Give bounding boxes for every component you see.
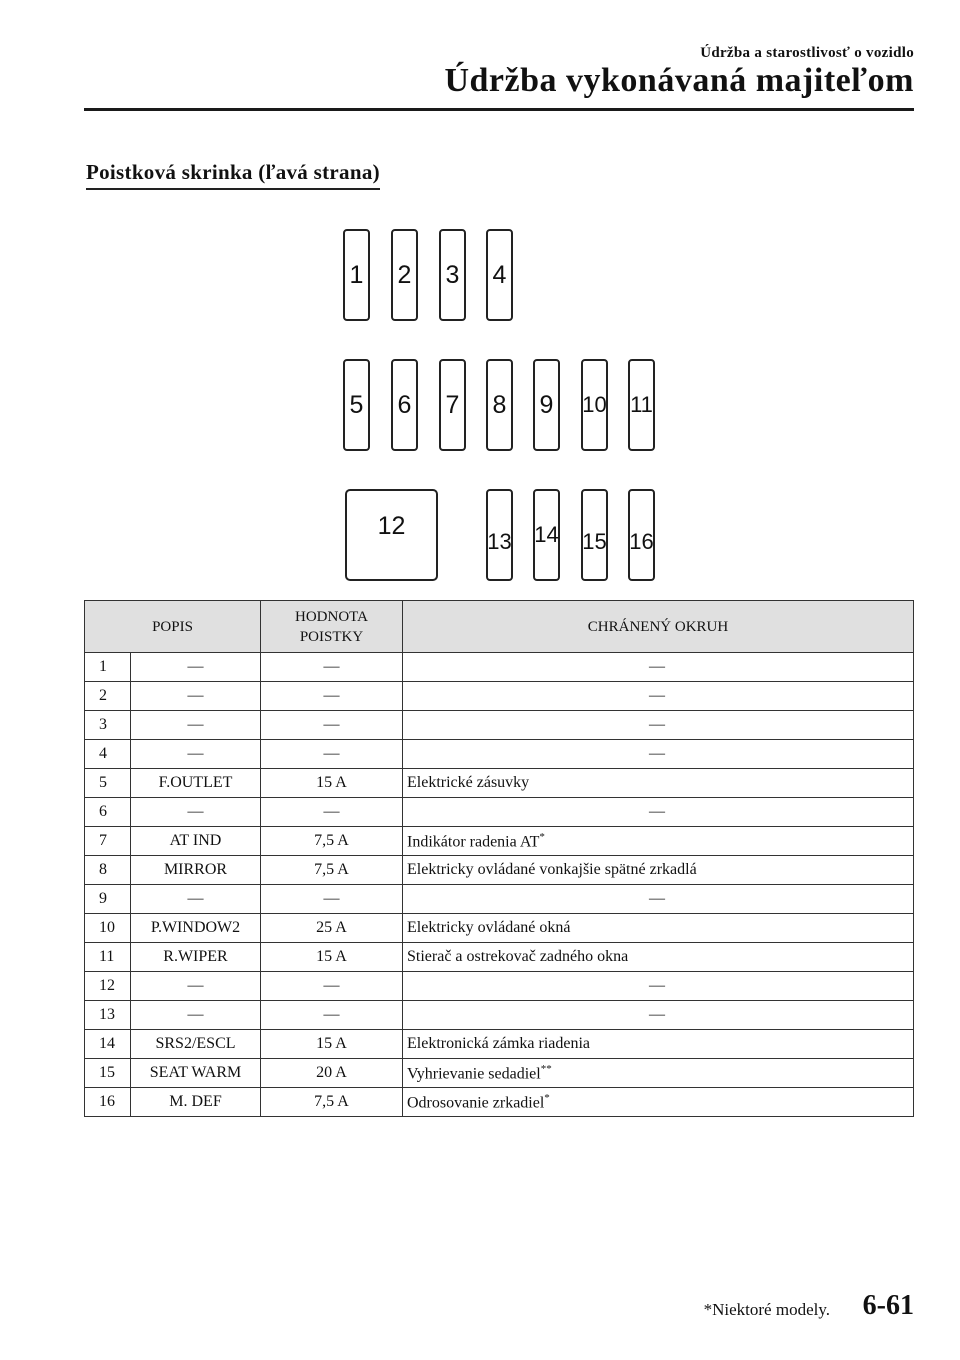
cell-popis: — <box>131 653 261 682</box>
header-hodnota <box>261 601 403 653</box>
table-row <box>85 1030 914 1059</box>
footnote-marker: ** <box>540 1062 552 1075</box>
footnote-marker: * <box>544 1091 550 1104</box>
cell-number: 12 <box>85 972 131 1001</box>
fuse-label: 12 <box>377 511 406 540</box>
fuse-9 <box>533 359 560 451</box>
cell-hodnota: 25 A <box>261 914 403 943</box>
table-row <box>85 740 914 769</box>
cell-number: 9 <box>85 885 131 914</box>
cell-number: 4 <box>85 740 131 769</box>
fuse-label: 1 <box>349 260 364 289</box>
cell-hodnota: — <box>261 740 403 769</box>
fuse-label: 11 <box>630 392 653 417</box>
section-title: Poistková skrinka (ľavá strana) <box>86 160 380 190</box>
cell-number: 5 <box>85 769 131 798</box>
cell-number: 11 <box>85 943 131 972</box>
table-row <box>85 914 914 943</box>
cell-popis: — <box>131 682 261 711</box>
fuse-12 <box>345 489 438 581</box>
fuse-label: 2 <box>397 260 412 289</box>
cell-popis: — <box>131 885 261 914</box>
cell-popis: MIRROR <box>131 856 261 885</box>
cell-okruh: Stierač a ostrekovač zadného okna <box>403 943 914 972</box>
cell-okruh: Odrosovanie zrkadiel* <box>403 1088 914 1117</box>
header-title: Údržba vykonávaná majiteľom <box>444 62 914 99</box>
cell-popis: — <box>131 711 261 740</box>
fuse-label: 3 <box>445 260 460 289</box>
cell-hodnota: 15 A <box>261 943 403 972</box>
cell-hodnota: 20 A <box>261 1059 403 1088</box>
fuse-label: 6 <box>397 390 412 419</box>
fuse-15 <box>581 489 608 581</box>
fuse-label: 16 <box>629 529 654 554</box>
cell-popis: AT IND <box>131 827 261 856</box>
cell-number: 13 <box>85 1001 131 1030</box>
table-row <box>85 1001 914 1030</box>
table-row <box>85 827 914 856</box>
fuse-label: 14 <box>534 522 559 547</box>
table-row <box>85 856 914 885</box>
cell-hodnota: — <box>261 653 403 682</box>
cell-okruh: Elektronická zámka riadenia <box>403 1030 914 1059</box>
fuse-table <box>84 600 914 1117</box>
fuse-label: 7 <box>445 390 460 419</box>
fuse-14 <box>533 489 560 581</box>
cell-number: 15 <box>85 1059 131 1088</box>
cell-okruh: — <box>403 972 914 1001</box>
cell-okruh: — <box>403 740 914 769</box>
fuse-label: 13 <box>487 529 512 554</box>
cell-number: 8 <box>85 856 131 885</box>
footnote: *Niektoré modely. <box>703 1300 830 1319</box>
fuse-7 <box>439 359 466 451</box>
table-row <box>85 885 914 914</box>
cell-okruh: — <box>403 1001 914 1030</box>
cell-number: 10 <box>85 914 131 943</box>
header-chapter: Údržba a starostlivosť o vozidlo <box>700 45 914 61</box>
cell-okruh: — <box>403 711 914 740</box>
fuse-2 <box>391 229 418 321</box>
fuse-5 <box>343 359 370 451</box>
cell-hodnota: 15 A <box>261 1030 403 1059</box>
fuse-box-diagram <box>0 0 960 600</box>
table-row <box>85 711 914 740</box>
table-row <box>85 972 914 1001</box>
cell-number: 14 <box>85 1030 131 1059</box>
fuse-label: 5 <box>349 390 364 419</box>
table-row <box>85 798 914 827</box>
cell-number: 2 <box>85 682 131 711</box>
cell-okruh: — <box>403 682 914 711</box>
cell-popis: SRS2/ESCL <box>131 1030 261 1059</box>
table-body <box>85 653 914 1117</box>
cell-hodnota: 7,5 A <box>261 1088 403 1117</box>
cell-popis: P.WINDOW2 <box>131 914 261 943</box>
fuse-3 <box>439 229 466 321</box>
fuse-label: 10 <box>582 392 607 417</box>
cell-number: 16 <box>85 1088 131 1117</box>
cell-okruh: Indikátor radenia AT* <box>403 827 914 856</box>
table-row <box>85 769 914 798</box>
cell-okruh: Elektrické zásuvky <box>403 769 914 798</box>
header-popis: POPIS <box>85 601 261 653</box>
fuse-label: 15 <box>582 529 607 554</box>
cell-number: 3 <box>85 711 131 740</box>
table-header-row <box>85 601 914 653</box>
fuse-4 <box>486 229 513 321</box>
cell-popis: M. DEF <box>131 1088 261 1117</box>
cell-popis: — <box>131 798 261 827</box>
cell-popis: — <box>131 972 261 1001</box>
cell-hodnota: — <box>261 972 403 1001</box>
footnote-marker: * <box>539 830 545 843</box>
header-hodnota-line2: POISTKY <box>299 628 364 645</box>
cell-number: 7 <box>85 827 131 856</box>
cell-popis: — <box>131 740 261 769</box>
cell-hodnota: 7,5 A <box>261 856 403 885</box>
cell-hodnota: — <box>261 798 403 827</box>
cell-hodnota: — <box>261 1001 403 1030</box>
cell-popis: R.WIPER <box>131 943 261 972</box>
cell-popis: SEAT WARM <box>131 1059 261 1088</box>
fuse-label: 8 <box>492 390 507 419</box>
cell-okruh: Elektricky ovládané vonkajšie spätné zrkadlá <box>403 856 914 885</box>
fuse-8 <box>486 359 513 451</box>
header-okruh: CHRÁNENÝ OKRUH <box>403 601 914 653</box>
fuse-label: 9 <box>539 390 554 419</box>
fuse-10 <box>581 359 608 451</box>
table-row <box>85 1059 914 1088</box>
cell-hodnota: 15 A <box>261 769 403 798</box>
cell-hodnota: 7,5 A <box>261 827 403 856</box>
cell-okruh: — <box>403 798 914 827</box>
fuse-6 <box>391 359 418 451</box>
fuse-1 <box>343 229 370 321</box>
cell-hodnota: — <box>261 711 403 740</box>
fuse-13 <box>486 489 513 581</box>
fuse-16 <box>628 489 655 581</box>
table-row <box>85 1088 914 1117</box>
cell-okruh: — <box>403 653 914 682</box>
cell-popis: — <box>131 1001 261 1030</box>
cell-okruh: Elektricky ovládané okná <box>403 914 914 943</box>
cell-hodnota: — <box>261 682 403 711</box>
cell-hodnota: — <box>261 885 403 914</box>
page-number: 6-61 <box>862 1290 914 1321</box>
cell-number: 1 <box>85 653 131 682</box>
table-row <box>85 653 914 682</box>
cell-okruh: Vyhrievanie sedadiel** <box>403 1059 914 1088</box>
fuse-11 <box>628 359 655 451</box>
fuse-label: 4 <box>492 260 507 289</box>
cell-okruh: — <box>403 885 914 914</box>
table-row <box>85 943 914 972</box>
header-hodnota-line1: HODNOTA <box>295 608 368 625</box>
table-row <box>85 682 914 711</box>
cell-number: 6 <box>85 798 131 827</box>
cell-popis: F.OUTLET <box>131 769 261 798</box>
